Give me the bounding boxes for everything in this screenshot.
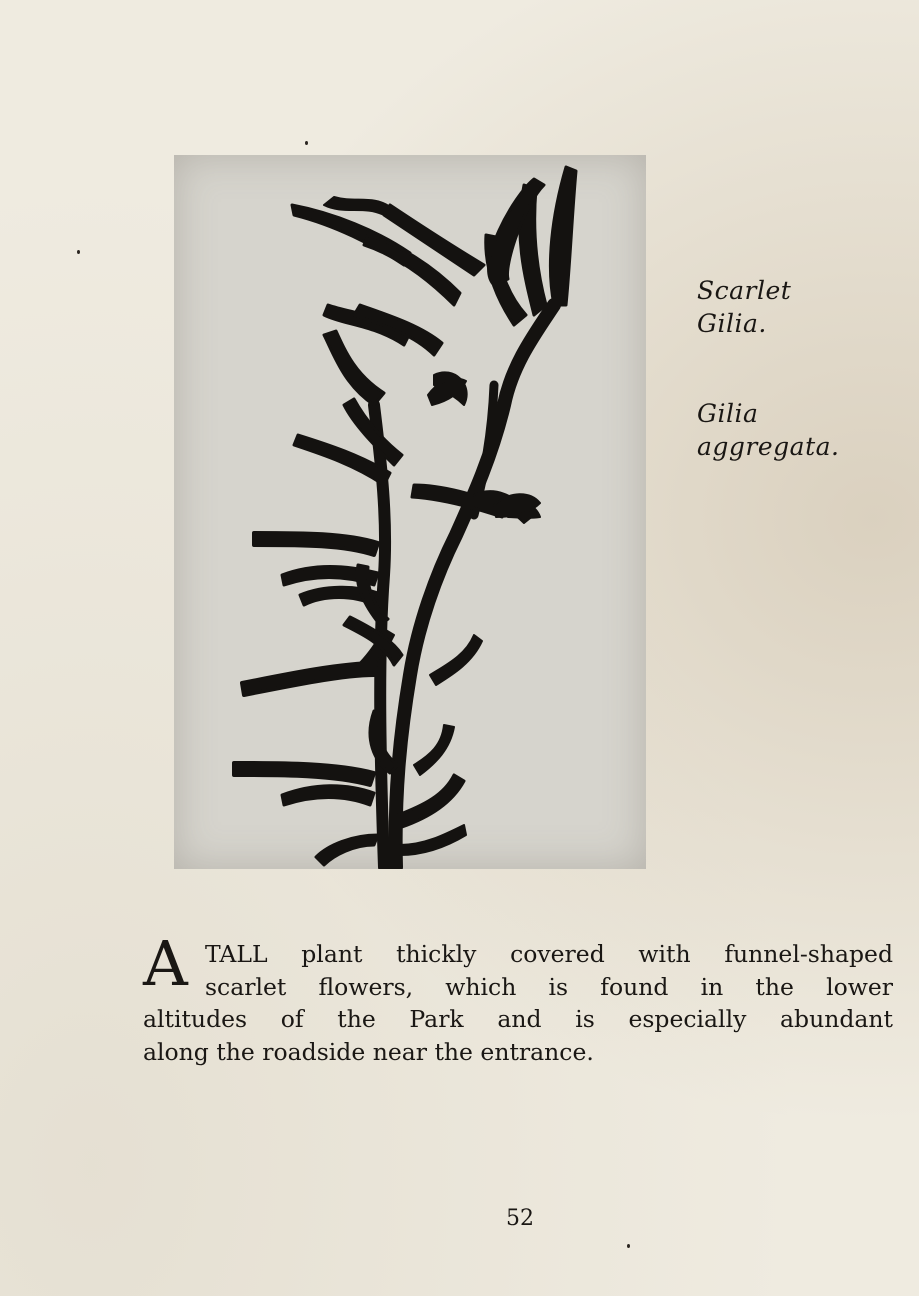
scarlet-gilia-plant-image (174, 155, 646, 869)
caption-line: aggregata. (697, 432, 840, 461)
caption-line: Scarlet (697, 276, 792, 305)
caption-line: Gilia. (697, 309, 767, 338)
caption-line: Gilia (697, 399, 759, 428)
description-paragraph (143, 938, 893, 1068)
latin-name-caption (697, 397, 839, 463)
paragraph-line: along the roadside near the entrance. (143, 1037, 594, 1066)
plant-photograph (174, 155, 646, 869)
page-number: 52 (506, 1206, 534, 1231)
paragraph-line: scarlet flowers, which is found in the lower (205, 972, 893, 1001)
print-speck (77, 250, 80, 254)
paragraph-line: altitudes of the Park and is especially abundant (143, 1005, 893, 1033)
print-speck (627, 1244, 630, 1248)
drop-cap: A (143, 927, 188, 1000)
common-name-caption (697, 274, 791, 340)
print-speck (305, 141, 308, 145)
paragraph-line: TALL plant thickly covered with funnel-shaped (205, 940, 893, 968)
